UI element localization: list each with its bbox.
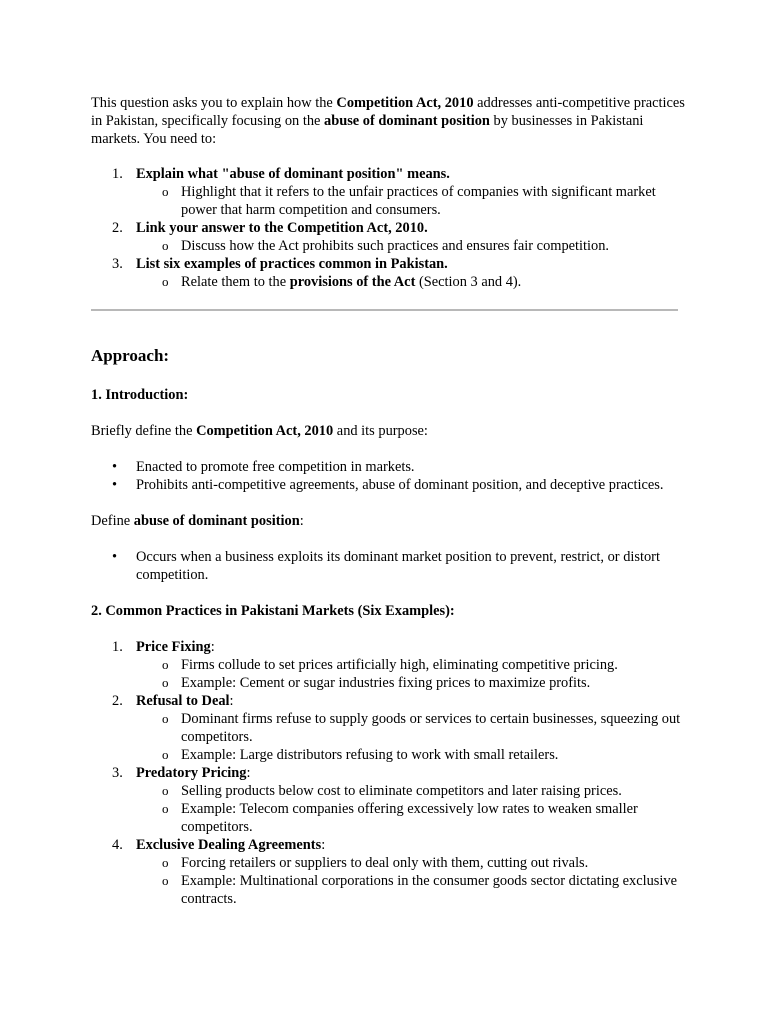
introduction-heading: 1. Introduction: [91,387,189,403]
list-item-text: Prohibits anti-competitive agreements, abuse of dominant position, and deceptive practices. [136,477,664,493]
practice-title: Exclusive Dealing Agreements [136,837,322,853]
task-subitem-text-end: (Section 3 and 4). [415,274,522,290]
practice-subitem [136,746,691,764]
task-sublist [136,273,691,291]
intro-text-3: by businesses in Pakistani markets. You need to: [91,113,644,147]
approach-section [91,346,691,908]
task-subitem-text: Relate them to the [181,274,290,290]
practice-colon: : [246,765,251,781]
task-subitem [136,183,691,219]
circle-bullet-icon: o [162,855,169,870]
define-act-paragraph [91,422,691,440]
task-number: 3. [112,256,123,272]
practice-subitem-text: Example: Cement or sugar industries fixing prices to maximize profits. [181,675,591,691]
practice-item [91,638,691,692]
practice-subitem-text: Example: Large distributors refusing to work with small retailers. [181,747,559,763]
provisions-bold: provisions of the Act [289,274,416,290]
abuse-definition-list [91,548,691,584]
list-item-text: Enacted to promote free competition in markets. [136,459,415,475]
practice-item [91,836,691,908]
task-number: 1. [112,166,123,182]
bullet-icon: • [112,549,118,565]
practice-subitem-text: Example: Telecom companies offering excessively low rates to weaken smaller competitors. [181,801,638,835]
define-abuse-text: Define [91,513,134,529]
circle-bullet-icon: o [162,274,169,289]
practice-subitem [136,710,691,746]
intro-text-2: addresses anti-competitive practices in Pakistan, specifically focusing on the [91,95,685,129]
practice-colon: : [210,639,215,655]
practice-sublist [136,854,691,908]
define-act-text: Briefly define the [91,423,197,439]
task-sublist [136,183,691,219]
approach-heading: Approach: [91,346,170,365]
circle-bullet-icon: o [162,184,169,199]
practice-colon: : [229,693,234,709]
practice-subitem-text: Dominant firms refuse to supply goods or services to certain businesses, squeezing out competitors. [181,711,681,745]
list-item-text: Occurs when a business exploits its dominant market position to prevent, restrict, or distort competition. [136,549,660,583]
practices-heading: 2. Common Practices in Pakistani Markets (Six Examples): [91,603,455,619]
practice-sublist [136,656,691,692]
act-purpose-list [91,458,691,494]
practice-sublist [136,782,691,836]
bullet-icon: • [112,477,118,493]
practice-item [91,692,691,764]
practice-subitem [136,872,691,908]
question-section [91,94,691,291]
practice-title: Refusal to Deal [136,693,230,709]
intro-act-bold: Competition Act, 2010 [336,95,474,111]
act-name-bold: Competition Act, 2010 [196,423,334,439]
practice-colon: : [321,837,326,853]
task-sublist [136,237,691,255]
define-act-text-end: and its purpose: [333,423,428,439]
intro-abuse-bold: abuse of dominant position [324,113,490,129]
practice-number: 1. [112,639,123,655]
list-item [91,476,691,494]
practice-title: Predatory Pricing [136,765,247,781]
practice-subitem-text: Firms collude to set prices artificially high, eliminating competitive pricing. [181,657,618,673]
practice-subitem [136,656,691,674]
circle-bullet-icon: o [162,657,169,672]
list-item [91,458,691,476]
practice-subitem-text: Example: Multinational corporations in the consumer goods sector dictating exclusive contracts. [181,873,677,907]
task-item [91,165,691,219]
task-title: List six examples of practices common in Pakistan. [136,256,448,272]
practice-number: 4. [112,837,123,853]
practice-subitem [136,674,691,692]
circle-bullet-icon: o [162,801,169,816]
practice-sublist [136,710,691,764]
circle-bullet-icon: o [162,238,169,253]
circle-bullet-icon: o [162,711,169,726]
practice-subitem-text: Forcing retailers or suppliers to deal only with them, cutting out rivals. [181,855,589,871]
task-list [91,165,691,291]
practice-subitem [136,854,691,872]
circle-bullet-icon: o [162,747,169,762]
task-item [91,219,691,255]
practice-subitem-text: Selling products below cost to eliminate competitors and later raising prices. [181,783,622,799]
define-abuse-paragraph [91,512,691,530]
task-subitem-text: Highlight that it refers to the unfair practices of companies with significant market power that harm competition and consumers. [181,184,656,218]
task-number: 2. [112,220,123,236]
task-subitem-text: Discuss how the Act prohibits such practices and ensures fair competition. [181,238,610,254]
practice-title: Price Fixing [136,639,211,655]
task-title: Explain what "abuse of dominant position" means. [136,166,450,182]
horizontal-divider [91,309,678,311]
practice-subitem [136,800,691,836]
practice-item [91,764,691,836]
intro-text-1: This question asks you to explain how the [91,95,337,111]
practices-list [91,638,691,908]
define-abuse-colon: : [299,513,304,529]
task-subitem [136,237,691,255]
circle-bullet-icon: o [162,873,169,888]
task-title: Link your answer to the Competition Act, 2010. [136,220,428,236]
circle-bullet-icon: o [162,783,169,798]
practice-number: 2. [112,693,123,709]
task-subitem [136,273,691,291]
bullet-icon: • [112,459,118,475]
list-item [91,548,691,584]
task-item [91,255,691,291]
circle-bullet-icon: o [162,675,169,690]
intro-paragraph [91,94,691,148]
practice-number: 3. [112,765,123,781]
abuse-bold: abuse of dominant position [133,513,300,529]
practice-subitem [136,782,691,800]
